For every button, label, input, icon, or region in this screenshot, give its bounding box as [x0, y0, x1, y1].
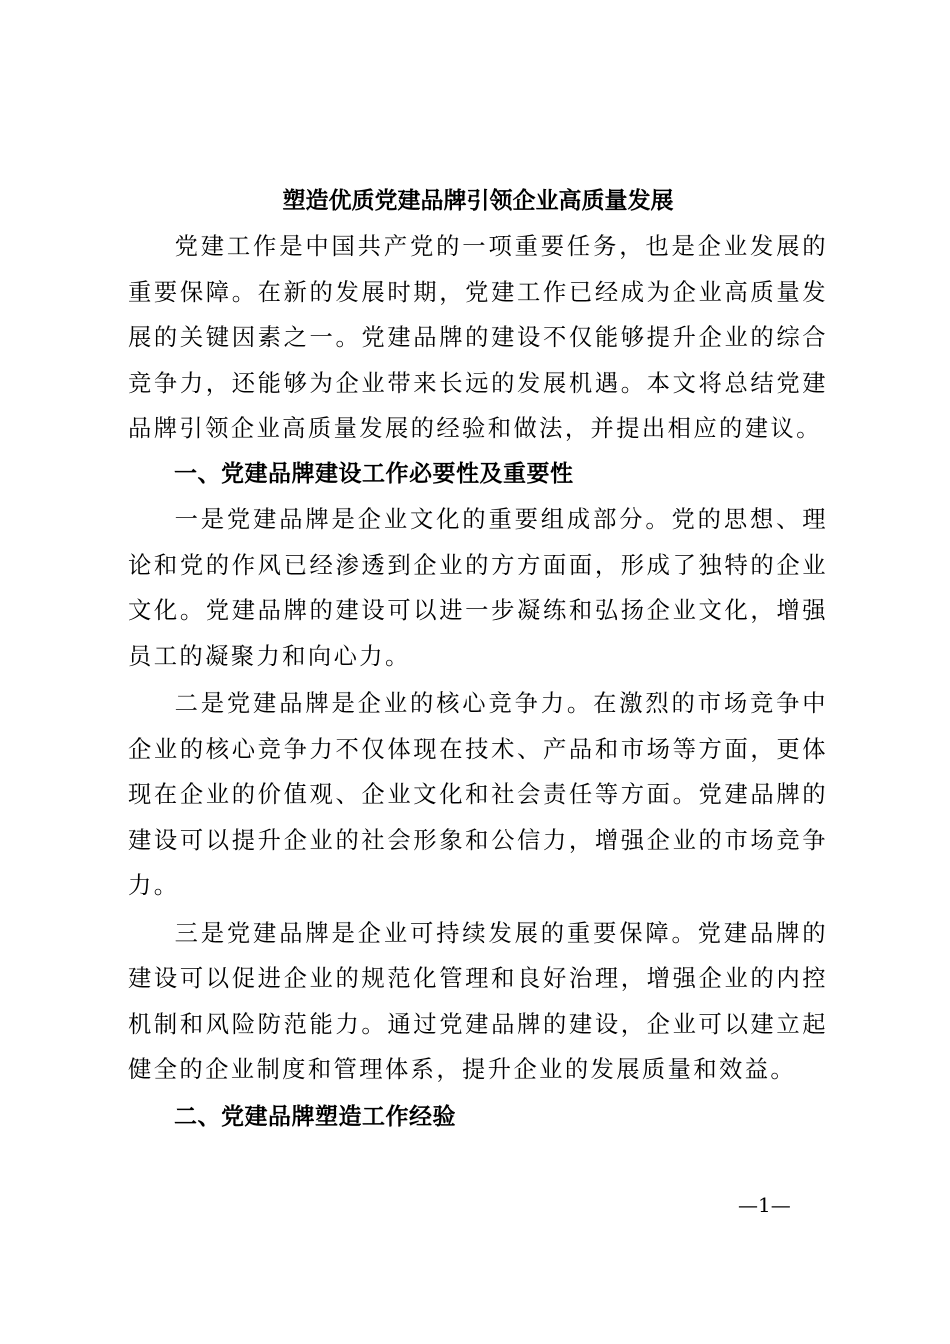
document-body: [128, 178, 828, 1140]
intro-paragraph: 党建工作是中国共产党的一项重要任务，也是企业发展的重要保障。在新的发展时期，党建工作已经成为企业高质量发展的关键因素之一。党建品牌的建设不仅能够提升企业的综合竞争力，还能够为企业带来长远的发展机遇。本文将总结党建品牌引领企业高质量发展的经验和做法，并提出相应的建议。: [128, 233, 828, 442]
section-heading-2: 二、党建品牌塑造工作经验: [174, 1103, 456, 1130]
section1-paragraph-1: 一是党建品牌是企业文化的重要组成部分。党的思想、理论和党的作风已经渗透到企业的方方面面，形成了独特的企业文化。党建品牌的建设可以进一步凝练和弘扬企业文化，增强员工的凝聚力和向心力。: [128, 506, 828, 670]
section1-paragraph-3: 三是党建品牌是企业可持续发展的重要保障。党建品牌的建设可以促进企业的规范化管理和良好治理，增强企业的内控机制和风险防范能力。通过党建品牌的建设，企业可以建立起健全的企业制度和管理体系，提升企业的发展质量和效益。: [128, 919, 828, 1083]
section-heading-1: 一、党建品牌建设工作必要性及重要性: [174, 460, 574, 487]
section1-paragraph-2: 二是党建品牌是企业的核心竞争力。在激烈的市场竞争中企业的核心竞争力不仅体现在技术、产品和市场等方面，更体现在企业的价值观、企业文化和社会责任等方面。党建品牌的建设可以提升企业的社会形象和公信力，增强企业的市场竞争力。: [128, 690, 828, 899]
page-number: —1—: [738, 1193, 791, 1217]
document-title: 塑造优质党建品牌引领企业高质量发展: [282, 187, 674, 214]
